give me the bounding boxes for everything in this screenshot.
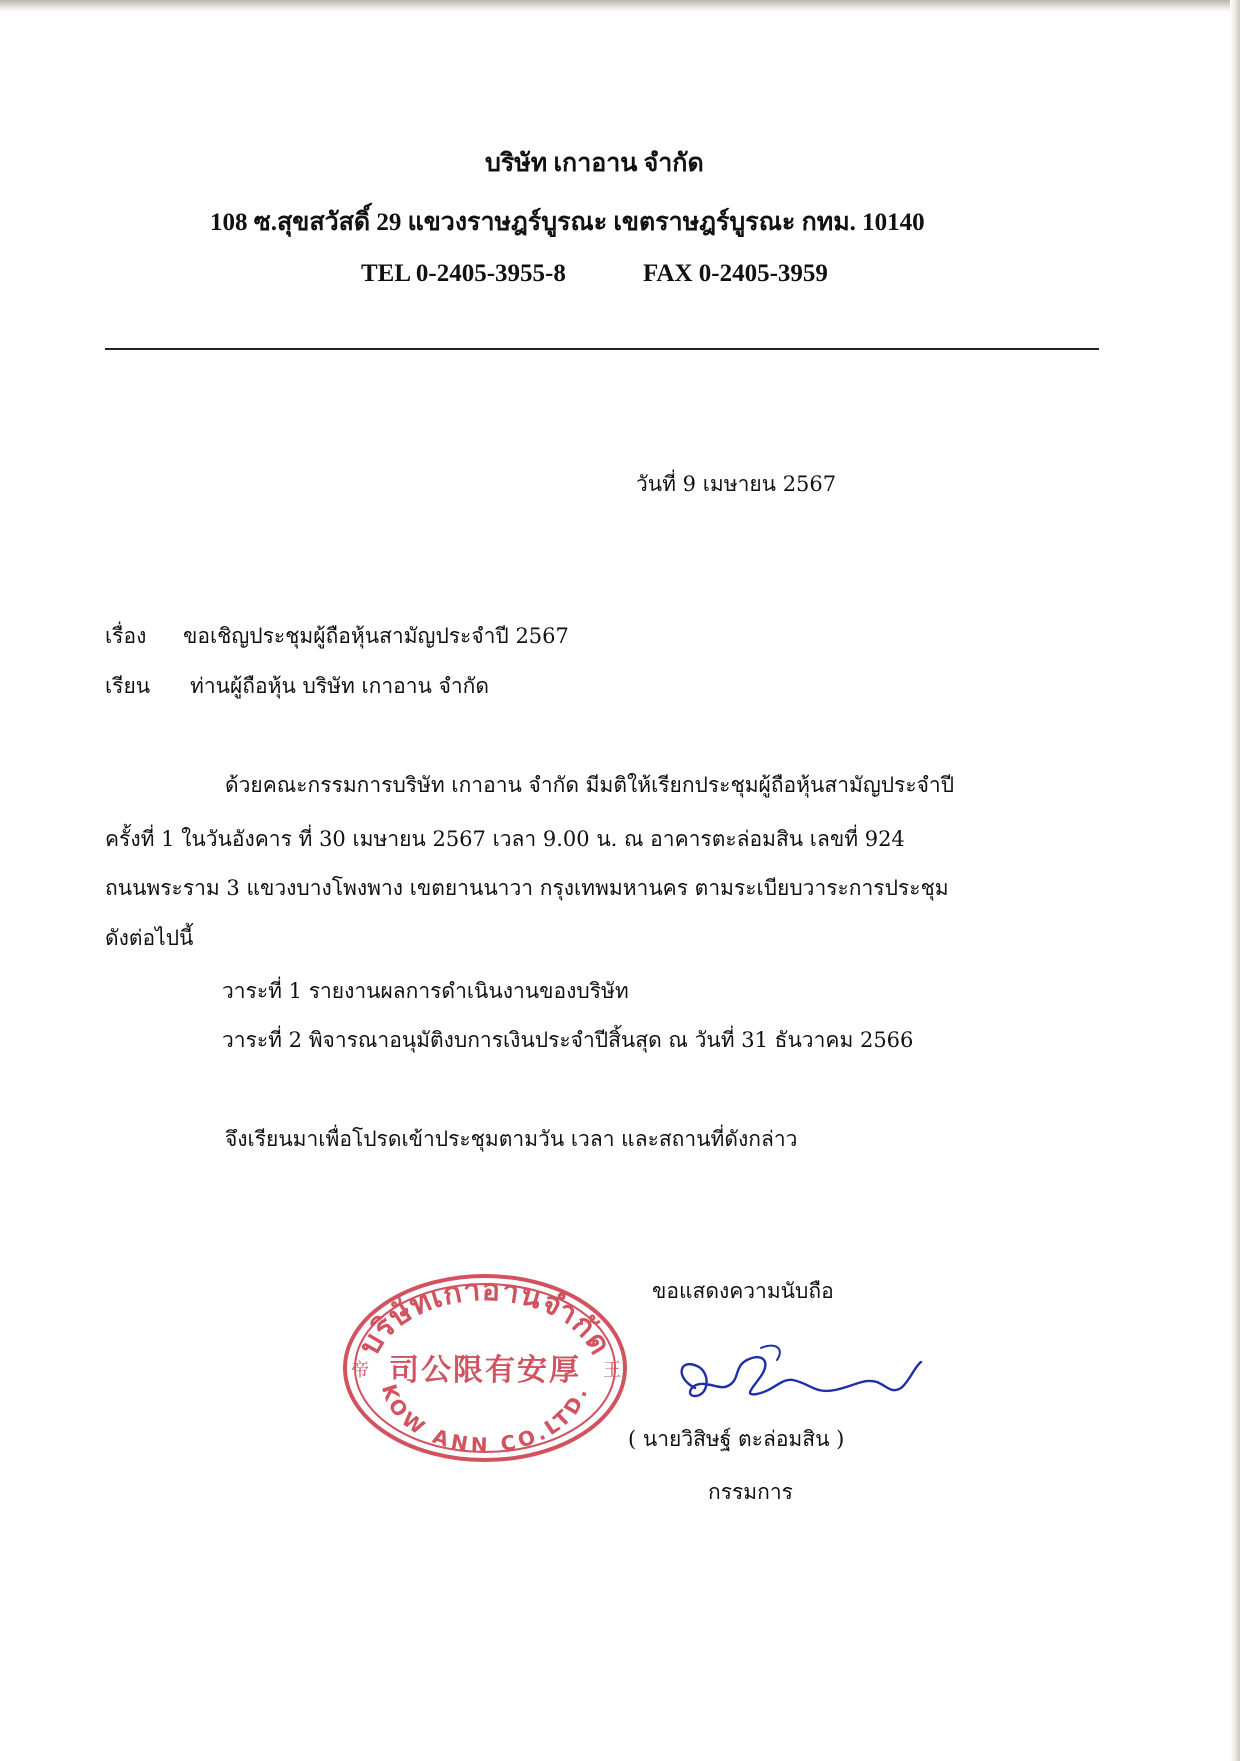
signer-name: ( นายวิสิษฐ์ ตะล่อมสิน ) (628, 1427, 845, 1451)
sign-off: ขอแสดงความนับถือ (652, 1279, 834, 1303)
subject-text: ขอเชิญประชุมผู้ถือหุ้นสามัญประจำปี 2567 (183, 624, 569, 648)
recipient-label: เรียน (105, 674, 151, 698)
company-name: บริษัท เกาอาน จำกัด (485, 150, 704, 177)
company-address: 108 ซ.สุขสวัสดิ์ 29 แขวงราษฎร์บูรณะ เขตราษฎร์บูรณะ กทม. 10140 (210, 209, 925, 236)
subject-label: เรื่อง (105, 624, 147, 648)
closing-text: จึงเรียนมาเพื่อโปรดเข้าประชุมตามวัน เวลา และสถานที่ดังกล่าว (225, 1127, 798, 1151)
svg-text:KOW ANN CO.LTD.: KOW ANN CO.LTD. (376, 1381, 593, 1458)
svg-text:บริษัทเกาอานจำกัด: บริษัทเกาอานจำกัด (351, 1272, 619, 1362)
company-seal-graphic (330, 1268, 640, 1468)
letter-date: วันที่ 9 เมษายน 2567 (636, 472, 837, 496)
recipient-text: ท่านผู้ถือหุ้น บริษัท เกาอาน จำกัด (190, 674, 490, 698)
body-line-2: ครั้งที่ 1 ในวันอังคาร ที่ 30 เมษายน 2567 เวลา 9.00 น. ณ อาคารตะล่อมสิน เลขที่ 924 (105, 827, 905, 851)
svg-text:司公限有安厚: 司公限有安厚 (389, 1353, 581, 1388)
body-line-4: ดังต่อไปนี้ (105, 926, 194, 950)
body-line-3: ถนนพระราม 3 แขวงบางโพงพาง เขตยานนาวา กรุงเทพมหานคร ตามระเบียบวาระการประชุม (105, 876, 949, 900)
company-fax: FAX 0-2405-3959 (643, 260, 828, 287)
company-seal (330, 1268, 640, 1468)
company-tel: TEL 0-2405-3955-8 (361, 260, 566, 287)
svg-text:王: 王 (603, 1360, 621, 1381)
agenda-item-2: วาระที่ 2 พิจารณาอนุมัติงบการเงินประจำปีสิ้นสุด ณ วันที่ 31 ธันวาคม 2566 (222, 1028, 914, 1052)
svg-text:帝: 帝 (351, 1360, 369, 1381)
agenda-item-1: วาระที่ 1 รายงานผลการดำเนินงานของบริษัท (222, 979, 629, 1003)
header-divider (105, 348, 1099, 350)
handwritten-signature (665, 1338, 927, 1420)
body-line-1: ด้วยคณะกรรมการบริษัท เกาอาน จำกัด มีมติให้เรียกประชุมผู้ถือหุ้นสามัญประจำปี (225, 773, 955, 797)
signer-title: กรรมการ (708, 1480, 793, 1504)
scan-edge-top (0, 0, 1240, 12)
scan-edge-right (1230, 0, 1240, 1761)
